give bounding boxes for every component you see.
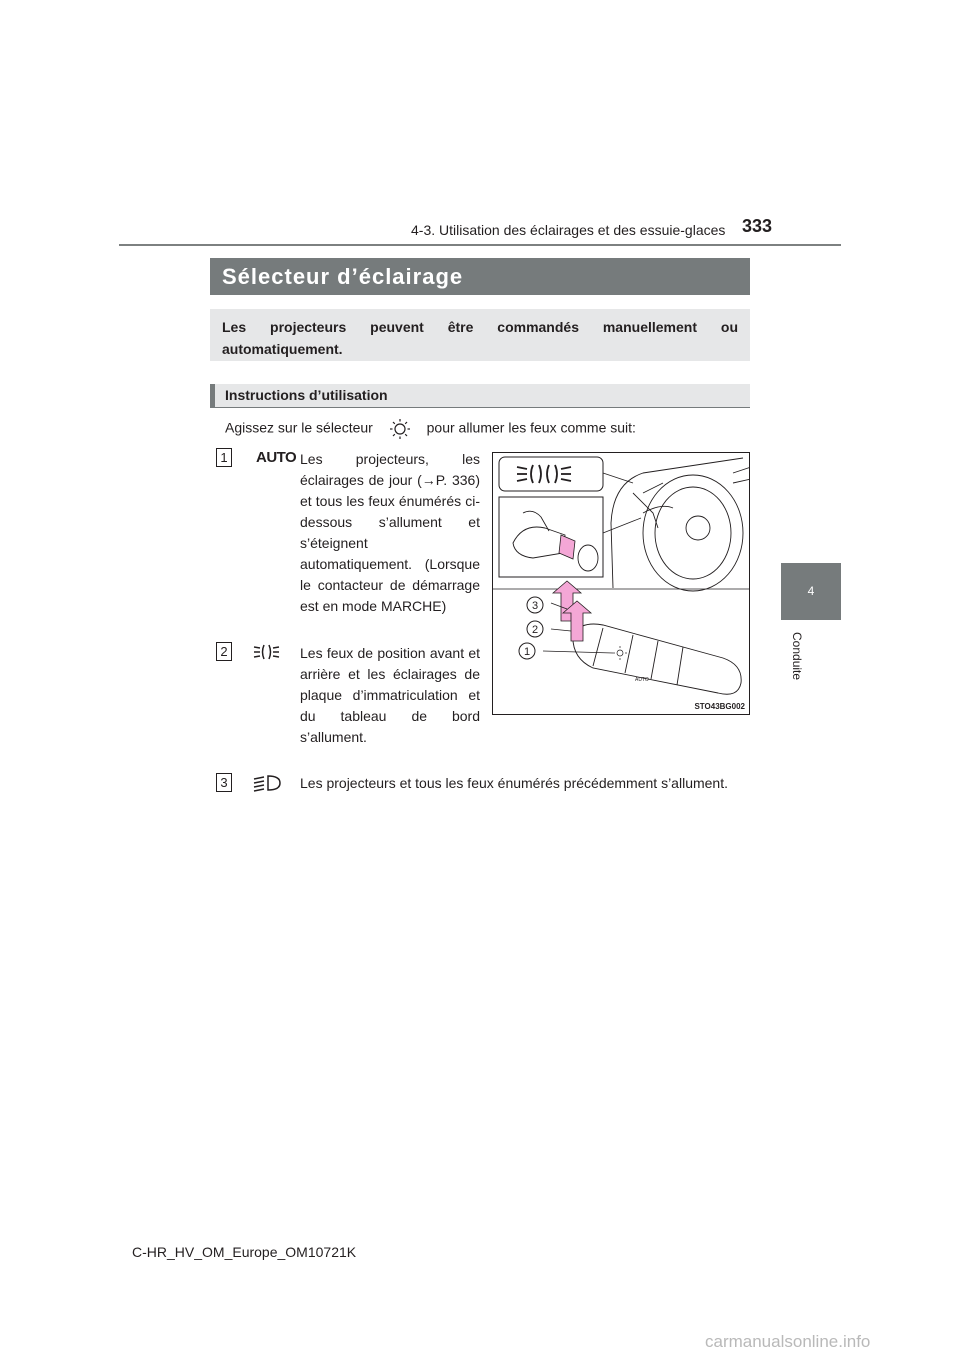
- item-text-2: Les feux de position avant et arrière et les éclairages de plaque d’immatriculation et du tableau de bord s’allument.: [300, 645, 480, 745]
- lighting-switch-figure: [492, 452, 750, 715]
- callout-1: 1: [523, 646, 531, 658]
- item-text-1: Les projecteurs, les éclairages de jour (→P. 336) et tous les feux énumérés ci-dessous s’allument et s’éteignent automatiquement. (Lorsque le contacteur de démarrage est en mode MARCHE): [300, 451, 480, 614]
- instruction: [225, 419, 636, 439]
- chapter-label: Conduite: [790, 632, 804, 681]
- page-number: 333: [742, 216, 773, 236]
- item-text-3: Les projecteurs et tous les feux énumérés précédemment s’allument.: [300, 775, 728, 791]
- svg-text:AUTO: AUTO: [635, 677, 649, 683]
- position-lights-icon: [252, 642, 286, 662]
- chapter-tab[interactable]: 4: [781, 563, 841, 620]
- item-number-2: 2: [216, 642, 232, 661]
- header-rule: [119, 244, 841, 246]
- item-number-3: 3: [216, 773, 232, 792]
- headlight-icon: [252, 773, 282, 793]
- callout-3: 3: [531, 600, 539, 612]
- figure-drawing: [493, 453, 750, 715]
- subheading: Instructions d’utilisation: [210, 384, 750, 408]
- item-number-1: 1: [216, 448, 232, 467]
- header-section: 4-3. Utilisation des éclairages et des essuie-glaces: [411, 222, 726, 238]
- watermark: carmanualsonline.info: [705, 1332, 871, 1351]
- light-switch-icon: [377, 419, 423, 439]
- instruction-after: pour allumer les feux comme suit:: [426, 419, 636, 436]
- figure-code: STO43BG002: [694, 702, 745, 711]
- auto-icon: AUTO: [256, 449, 297, 466]
- instruction-before: Agissez sur le sélecteur: [225, 419, 373, 436]
- footer-doc-id: C-HR_HV_OM_Europe_OM10721K: [132, 1244, 357, 1260]
- page-title: Sélecteur d’éclairage: [210, 258, 750, 295]
- intro-box: Les projecteurs peuvent être commandés manuellement ou automatiquement.: [210, 309, 750, 361]
- callout-2: 2: [531, 624, 539, 636]
